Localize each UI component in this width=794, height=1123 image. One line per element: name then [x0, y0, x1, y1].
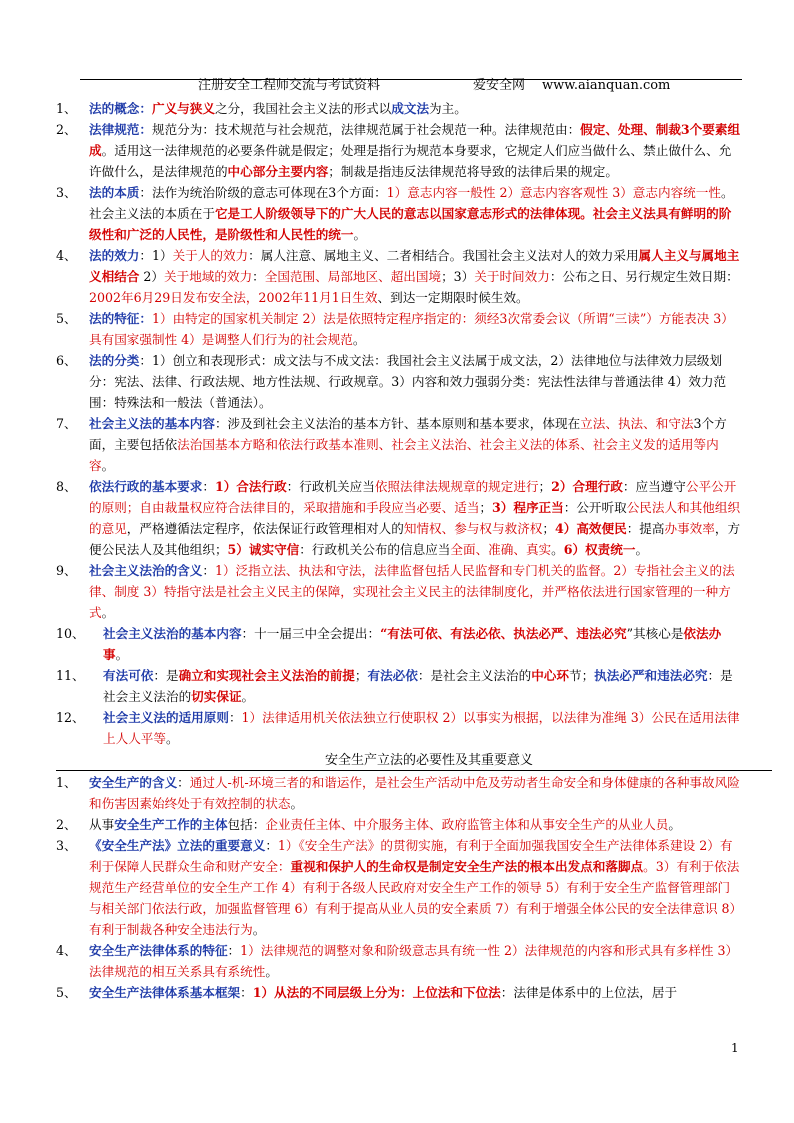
- text-run: ：: [265, 838, 278, 853]
- text-run: 公平公开的原则；自由裁量权应符合法律目的，采取措施和手段应当必要、适当: [89, 479, 737, 515]
- text-run: 规范分为：技术规范与社会规范，法律规范属于社会规范一种。法律规范由：: [151, 122, 581, 137]
- text-run: 社会主义法的基本内容: [89, 416, 215, 431]
- list-item: [56, 982, 742, 1003]
- text-run: 社会主义法治的含义: [89, 563, 203, 578]
- text-run: 。适用这一法律规范的必要条件就是假定；处理是指行为规范本身要求，它规定人们应当做什么、禁止做什么、允许做什么，是法律规范的: [89, 143, 732, 179]
- list-item: [56, 245, 742, 308]
- item-number: 2、: [56, 817, 77, 832]
- text-run: 属人主义与属地主义相结合: [89, 248, 740, 284]
- text-run: 公民法人和其他组织的意见: [89, 500, 741, 536]
- text-run: ：提高: [626, 521, 665, 536]
- list-item: [56, 350, 742, 413]
- text-run: 。: [668, 817, 681, 832]
- text-run: 法的效力: [89, 248, 140, 263]
- text-run: ；3）: [441, 269, 475, 284]
- text-run: 。: [252, 922, 266, 937]
- text-run: 安全生产工作的主体: [114, 817, 228, 832]
- text-run: 节；: [568, 668, 595, 683]
- item-number: 5、: [56, 985, 77, 1000]
- list-item: [56, 413, 742, 476]
- text-run: ，方便公民法人及其他组织；: [89, 521, 741, 557]
- text-run: 。: [635, 542, 649, 557]
- item-number: 10、: [56, 626, 85, 641]
- text-run: 知情权、参与权与救济权: [403, 521, 543, 536]
- text-run: ：法作为统治阶级的意志可体现在3个方面：: [139, 185, 387, 200]
- text-run: ：行政机关应当: [286, 479, 375, 494]
- text-run: 它是工人阶级领导下的广大人民的意志以国家意志形式的法律体现。社会主义法具有鲜明的阶级性和广泛的人民性，是阶级性和人民性的统一: [89, 206, 732, 242]
- list-item: [56, 940, 742, 982]
- item-number: 1、: [56, 775, 77, 790]
- item-number: 4、: [56, 248, 77, 263]
- text-run: 。: [290, 796, 304, 811]
- text-run: ：十一届三中全会提出：: [241, 626, 381, 641]
- text-run: 立法、执法、和守法: [580, 416, 694, 431]
- text-run: 。: [241, 689, 255, 704]
- text-run: 关于地域的效力: [164, 269, 253, 284]
- text-run: ：公开听取: [563, 500, 627, 515]
- text-run: ；: [542, 521, 555, 536]
- list-item: [56, 814, 742, 835]
- text-run: 广义与狭义: [151, 101, 215, 116]
- text-run: 法的特征：: [89, 311, 152, 326]
- text-run: 法治国基本方略和依法行政基本准则、社会主义法治、社会主义法的体系、社会主义发的适用等内容: [89, 437, 719, 473]
- item-number: 2、: [56, 122, 77, 137]
- text-run: 。: [353, 227, 367, 242]
- text-run: ：行政机关公布的信息应当: [299, 542, 451, 557]
- text-run: ；: [479, 500, 492, 515]
- item-number: 9、: [56, 563, 77, 578]
- text-run: 有法必依: [367, 668, 418, 683]
- text-run: 3）程序正当: [492, 500, 564, 515]
- text-run: 法律规范：: [89, 122, 152, 137]
- text-run: 为主。: [429, 101, 467, 116]
- text-run: ：: [227, 943, 241, 958]
- text-run: 。: [101, 458, 115, 473]
- page-header: [80, 78, 742, 93]
- text-run: 重视和保护人的生命权是制定安全生产法的根本出发点和落脚点: [290, 859, 644, 874]
- text-run: 。: [352, 332, 366, 347]
- text-run: ”其核心是: [626, 626, 684, 641]
- text-run: 。3）有利于依法规范生产经营单位的安全生产工作 4）有利于各级人民政府对安全生产工作的领导 5）有利于安全生产监督管理部门与相关部门依法行政，加强监督管理 6）有利于提高从业人员的安全素质 7）有利于增强全体公民的安全法律意识 8）有利于制裁各种安全违法行为: [89, 859, 740, 937]
- item-number: 11、: [56, 668, 85, 683]
- text-run: 1）泛指立法、执法和守法，法律监督包括人民监督和专门机关的监督。2）专指社会主义的法律、制度 3）特指守法是社会主义民主的保障，实现社会主义民主的法律制度化，并严格依法进行国家管理的一种方式: [89, 563, 735, 620]
- text-run: ：1）: [139, 248, 173, 263]
- text-run: 成文法: [391, 101, 430, 116]
- text-run: 。: [101, 605, 115, 620]
- text-run: 1）由特定的国家机关制定 2）法是依照特定程序指定的：须经3次常委会议（所谓“三读”）方能表决 3）具有国家强制性 4）是调整人们行为的社会规范: [89, 311, 734, 347]
- text-run: 社会主义法治的基本内容: [103, 626, 242, 641]
- text-run: ，严格遵循法定程序，依法保证行政管理相对人的: [126, 521, 404, 536]
- text-run: 社会主义法的适用原则: [103, 710, 229, 725]
- list-item: [56, 835, 742, 940]
- text-run: ：是社会主义法治的: [417, 668, 532, 683]
- text-run: 《安全生产法》立法的重要意义: [89, 838, 266, 853]
- text-run: 通过人-机-环境三者的和谐运作，是社会生产活动中危及劳动者生命安全和身体健康的各种事故风险和伤害因素始终处于有效控制的状态: [89, 775, 740, 811]
- section-title: 安全生产立法的必要性及其重要意义: [56, 751, 772, 771]
- list-item: [56, 476, 742, 560]
- text-run: 、到达一定期限时候生效。: [377, 290, 529, 305]
- item-number: 1、: [56, 101, 77, 116]
- list-item: [56, 560, 742, 623]
- text-run: 包括：: [227, 817, 266, 832]
- text-run: 执法必严和违法必究: [594, 668, 708, 683]
- list-item: [56, 98, 742, 119]
- text-run: 依照法律法规规章的规定进行: [374, 479, 539, 494]
- text-run: 中心部分主要内容: [227, 164, 329, 179]
- item-number: 5、: [56, 311, 77, 326]
- list-item: [56, 182, 742, 245]
- text-run: 2）: [139, 269, 164, 284]
- header-url: www.aianquan.com: [542, 78, 671, 93]
- text-run: 假定、处理、制裁3个要素组成: [89, 122, 741, 158]
- safety-law-list: [56, 772, 742, 1003]
- text-run: ：1）创立和表现形式：成文法与不成文法：我国社会主义法属于成文法，2）法律地位与法律效力层级划分：宪法、法律、行政法规、地方性法规、行政规章。3）内容和效力强弱分类：宪法性法律与普通法律 4）效力范围：特殊法和一般法（普通法）。: [89, 353, 727, 410]
- text-run: 1）意志内容一般性 2）意志内容客观性 3）意志内容统一性: [386, 185, 721, 200]
- text-run: 依法行政的基本要求: [89, 479, 203, 494]
- text-run: 法的分类: [89, 353, 140, 368]
- law-concepts-list: [56, 98, 742, 623]
- text-run: ：: [177, 775, 190, 790]
- text-run: 5）诚实守信: [227, 542, 300, 557]
- text-run: ：: [252, 269, 265, 284]
- text-run: 1）法律适用机关依法独立行使职权 2）以事实为根据，以法律为准绳 3）公民在适用法律上人人平等: [103, 710, 740, 746]
- document-body: [56, 98, 742, 1003]
- text-run: ：是社会主义法治的: [103, 668, 733, 704]
- text-run: ；: [354, 668, 368, 683]
- text-run: 1）合法行政: [214, 479, 287, 494]
- item-number: 8、: [56, 479, 77, 494]
- text-run: ：: [202, 479, 215, 494]
- list-item: [56, 707, 742, 749]
- text-run: 。: [265, 964, 278, 979]
- text-run: 全面、准确、真实: [450, 542, 552, 557]
- text-run: “有法可依、有法必依、执法必严、违法必究: [380, 626, 627, 641]
- item-number: 3、: [56, 838, 77, 853]
- text-run: 关于人的效力: [172, 248, 249, 263]
- list-item: [56, 119, 742, 182]
- text-run: 安全生产的含义: [89, 775, 178, 790]
- text-run: ：: [202, 563, 215, 578]
- text-run: 关于时间效力: [474, 269, 550, 284]
- item-number: 4、: [56, 943, 77, 958]
- text-run: 。: [165, 731, 179, 746]
- text-run: 2002年6月29日发布安全法，2002年11月1日生效: [89, 290, 378, 305]
- text-run: ：: [228, 710, 242, 725]
- text-run: 1）《安全生产法》的贯彻实施，有利于全面加强我国安全生产法律体系建设 2）有利于保障人民群众生命和财产安全：: [89, 838, 733, 874]
- list-item: [56, 665, 742, 707]
- socialist-law-list: [56, 623, 742, 749]
- text-run: 有法可依: [103, 668, 154, 683]
- text-run: 1）从法的不同层级上分为：上位法和下位法: [252, 985, 501, 1000]
- text-run: ；制裁是指违反法律规范将导致的法律后果的规定。: [328, 164, 618, 179]
- list-item: [56, 772, 742, 814]
- text-run: 3个方面，主要包括依: [89, 416, 727, 452]
- list-item: [56, 308, 742, 350]
- text-run: 中心环: [531, 668, 569, 683]
- text-run: ：属人注意、属地主义、二者相结合。我国社会主义法对人的效力采用: [248, 248, 639, 263]
- text-run: ；: [538, 479, 552, 494]
- text-run: 。: [551, 542, 564, 557]
- header-site-name: 爱安全网: [473, 78, 526, 93]
- text-run: 企业责任主体、中介服务主体、政府监管主体和从事安全生产的从业人员: [265, 817, 669, 832]
- header-title: 注册安全工程师交流与考试资料: [198, 78, 381, 93]
- text-run: ：: [240, 985, 253, 1000]
- text-run: 。社会主义法的本质在于: [89, 185, 734, 221]
- text-run: 确立和实现社会主义法治的前提: [178, 668, 355, 683]
- text-run: 法的概念：: [89, 101, 152, 116]
- text-run: 之分，我国社会主义法的形式以: [214, 101, 392, 116]
- text-run: ：是: [153, 668, 179, 683]
- text-run: 全国范围、局部地区、超出国境: [264, 269, 442, 284]
- list-item: [56, 623, 742, 665]
- text-run: 法的本质: [89, 185, 140, 200]
- text-run: 办事效率: [664, 521, 715, 536]
- text-run: ：法律是体系中的上位法，居于: [500, 985, 678, 1000]
- item-number: 12、: [56, 710, 85, 725]
- item-number: 7、: [56, 416, 77, 431]
- text-run: 从事: [89, 817, 115, 832]
- text-run: 依法办事: [103, 626, 722, 662]
- page-number: 1: [731, 1041, 739, 1055]
- text-run: 6）权责统一: [563, 542, 636, 557]
- text-run: ：应当遵守: [622, 479, 686, 494]
- text-run: 1）法律规范的调整对象和阶级意志具有统一性 2）法律规范的内容和形式具有多样性 3）法律规范的相互关系具有系统性: [89, 943, 739, 979]
- item-number: 3、: [56, 185, 77, 200]
- text-run: 安全生产法律体系的特征: [89, 943, 228, 958]
- text-run: ：公布之日、另行规定生效日期：: [549, 269, 739, 284]
- text-run: 切实保证: [191, 689, 242, 704]
- item-number: 6、: [56, 353, 77, 368]
- text-run: ：涉及到社会主义法治的基本方针、基本原则和基本要求，体现在: [214, 416, 581, 431]
- text-run: 。: [115, 647, 129, 662]
- text-run: 2）合理行政: [551, 479, 623, 494]
- text-run: 安全生产法律体系基本框架: [89, 985, 241, 1000]
- text-run: 4）高效便民: [554, 521, 627, 536]
